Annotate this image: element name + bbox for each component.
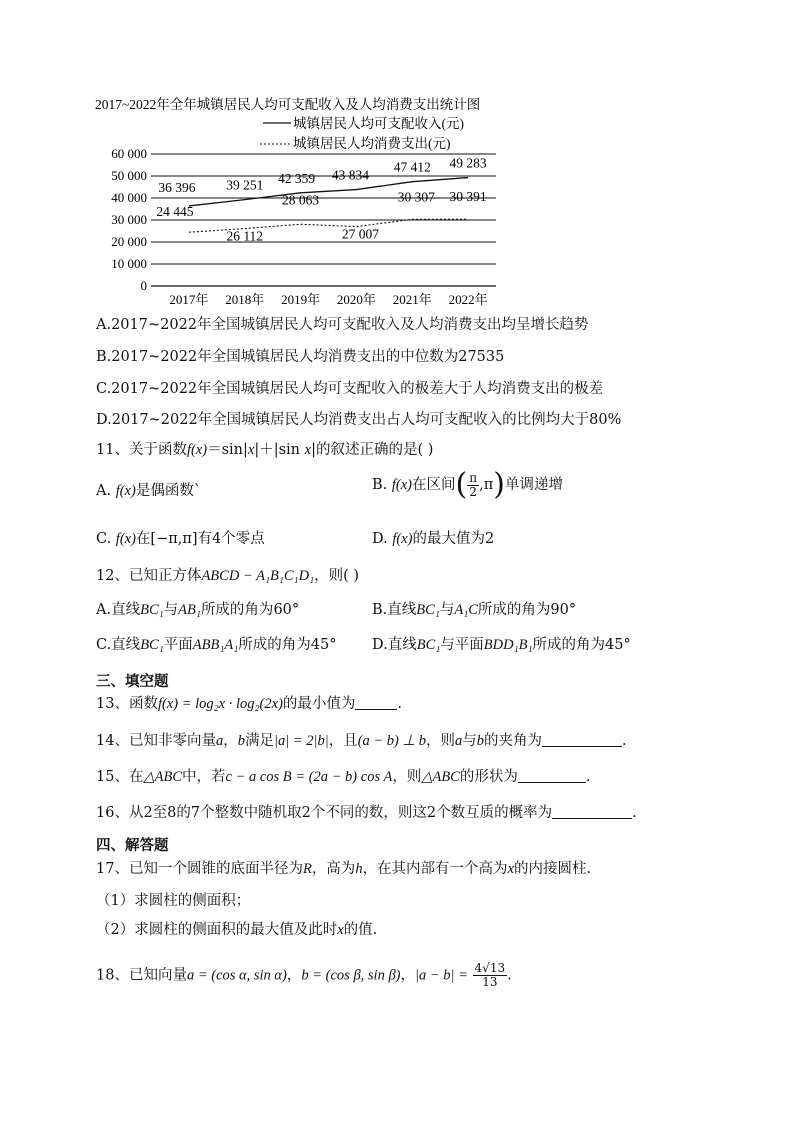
x-tick-label: 2017年 (169, 292, 209, 307)
data-label: 26 112 (226, 228, 264, 244)
q12-option-b: B.直线BC₁与A₁C所成的角为90° (372, 602, 577, 618)
y-axis-ticks (111, 146, 147, 293)
x-tick-label: 2019年 (281, 292, 321, 307)
section-heading-answer: 四、解答题 (96, 837, 169, 854)
q13: 13、函数f(x) = log₂x · log₂(2x)的最小值为 . (96, 696, 403, 712)
y-tick-label: 50 000 (111, 168, 147, 183)
data-labels (156, 156, 487, 244)
answer-blank (518, 768, 586, 783)
x-tick-label: 2020年 (336, 292, 376, 307)
y-tick-label: 30 000 (111, 212, 147, 227)
y-tick-label: 40 000 (111, 190, 147, 205)
q10-option-d: D.2017~2022年全国城镇居民人均消费支出占人均可支配收入的比例均大于80% (96, 412, 622, 428)
q17-part-2: （2）求圆柱的侧面积的最大值及此时x的值. (96, 922, 378, 938)
data-label: 39 251 (226, 177, 264, 193)
section-heading-fill-in: 三、填空题 (96, 673, 169, 690)
answer-blank (542, 732, 622, 747)
x-tick-label: 2018年 (225, 292, 265, 307)
y-tick-label: 10 000 (111, 256, 147, 271)
q14: 14、已知非零向量a，b满足|a| = 2|b|，且(a − b) ⊥ b，则a与b的夹角为 . (96, 733, 627, 749)
q12-stem: 12、已知正方体ABCD − A₁B₁C₁D₁，则( ) (96, 568, 360, 584)
q16: 16、从2至8的7个整数中随机取2个不同的数，则这2个数互质的概率为 . (96, 805, 637, 821)
q11-option-a: A. f(x)是偶函数` (96, 483, 202, 499)
data-label: 28 063 (282, 192, 320, 208)
fraction-pi-over-2: $\frac{\pi}{2}$ (469, 470, 478, 499)
x-tick-label: 2021年 (392, 292, 432, 307)
q12-option-d: D.直线BC₁与平面BDD₁B₁所成的角为45° (372, 637, 631, 653)
data-label: 30 391 (449, 189, 487, 205)
data-label: 47 412 (393, 159, 431, 175)
y-tick-label: 0 (140, 278, 147, 293)
q11-stem: 11、关于函数f(x)＝sin|x|＋|sin x|的叙述正确的是( ) (96, 442, 434, 458)
q10-option-b: B.2017~2022年全国城镇居民人均消费支出的中位数为27535 (96, 349, 505, 365)
fraction-4sqrt13-over-13: $\frac{4√13}{13}$ (474, 961, 506, 989)
q12-option-c: C.直线BC₁平面ABB₁A₁所成的角为45° (96, 637, 337, 653)
q17-part-1: （1）求圆柱的侧面积； (96, 893, 251, 909)
data-label: 36 396 (158, 179, 196, 195)
q10-option-c: C.2017~2022年全国城镇居民人均可支配收入的极差大于人均消费支出的极差 (96, 381, 604, 397)
line-chart (88, 92, 508, 317)
chart-title: 2017~2022年全年城镇居民人均可支配收入及人均消费支出统计图 (95, 97, 481, 112)
data-label: 24 445 (156, 204, 194, 220)
q17-stem: 17、已知一个圆锥的底面半径为R，高为h，在其内部有一个高为x的内接圆柱. (96, 861, 592, 877)
data-label: 30 307 (397, 189, 435, 205)
q18-stem: 18、已知向量a = (cos α, sin α)，b = (cos β, sin β)，|a − b| = $\frac{4√13}{13}$ . (96, 961, 512, 989)
answer-blank (355, 695, 397, 710)
data-label: 43 834 (331, 167, 369, 183)
q11-option-c: C. f(x)在[−π,π]有4个零点 (96, 531, 265, 547)
data-label: 27 007 (341, 226, 379, 242)
q11-option-b: B. f(x)在区间( $\frac{\pi}{2}$ ,π)单调递增 (372, 467, 563, 502)
q12-option-a: A.直线BC₁与AB₁所成的角为60° (96, 602, 300, 618)
q15: 15、在△ABC中，若c − a cos B = (2a − b) cos A，则△ABC的形状为 . (96, 769, 591, 785)
y-tick-label: 60 000 (111, 146, 147, 161)
data-label: 49 283 (449, 155, 487, 171)
x-axis-ticks (169, 292, 487, 307)
data-label: 42 359 (278, 170, 316, 186)
answer-blank (552, 804, 632, 819)
q11-option-d: D. f(x)的最大值为2 (372, 531, 495, 547)
q10-option-a: A.2017~2022年全国城镇居民人均可支配收入及人均消费支出均呈增长趋势 (96, 317, 589, 333)
x-tick-label: 2022年 (448, 292, 488, 307)
legend-label-income: 城镇居民人均可支配收入(元) (293, 116, 464, 131)
legend-label-spending: 城镇居民人均消费支出(元) (293, 136, 451, 151)
legend (260, 115, 464, 151)
grid-lines (151, 154, 496, 286)
y-tick-label: 20 000 (111, 234, 147, 249)
